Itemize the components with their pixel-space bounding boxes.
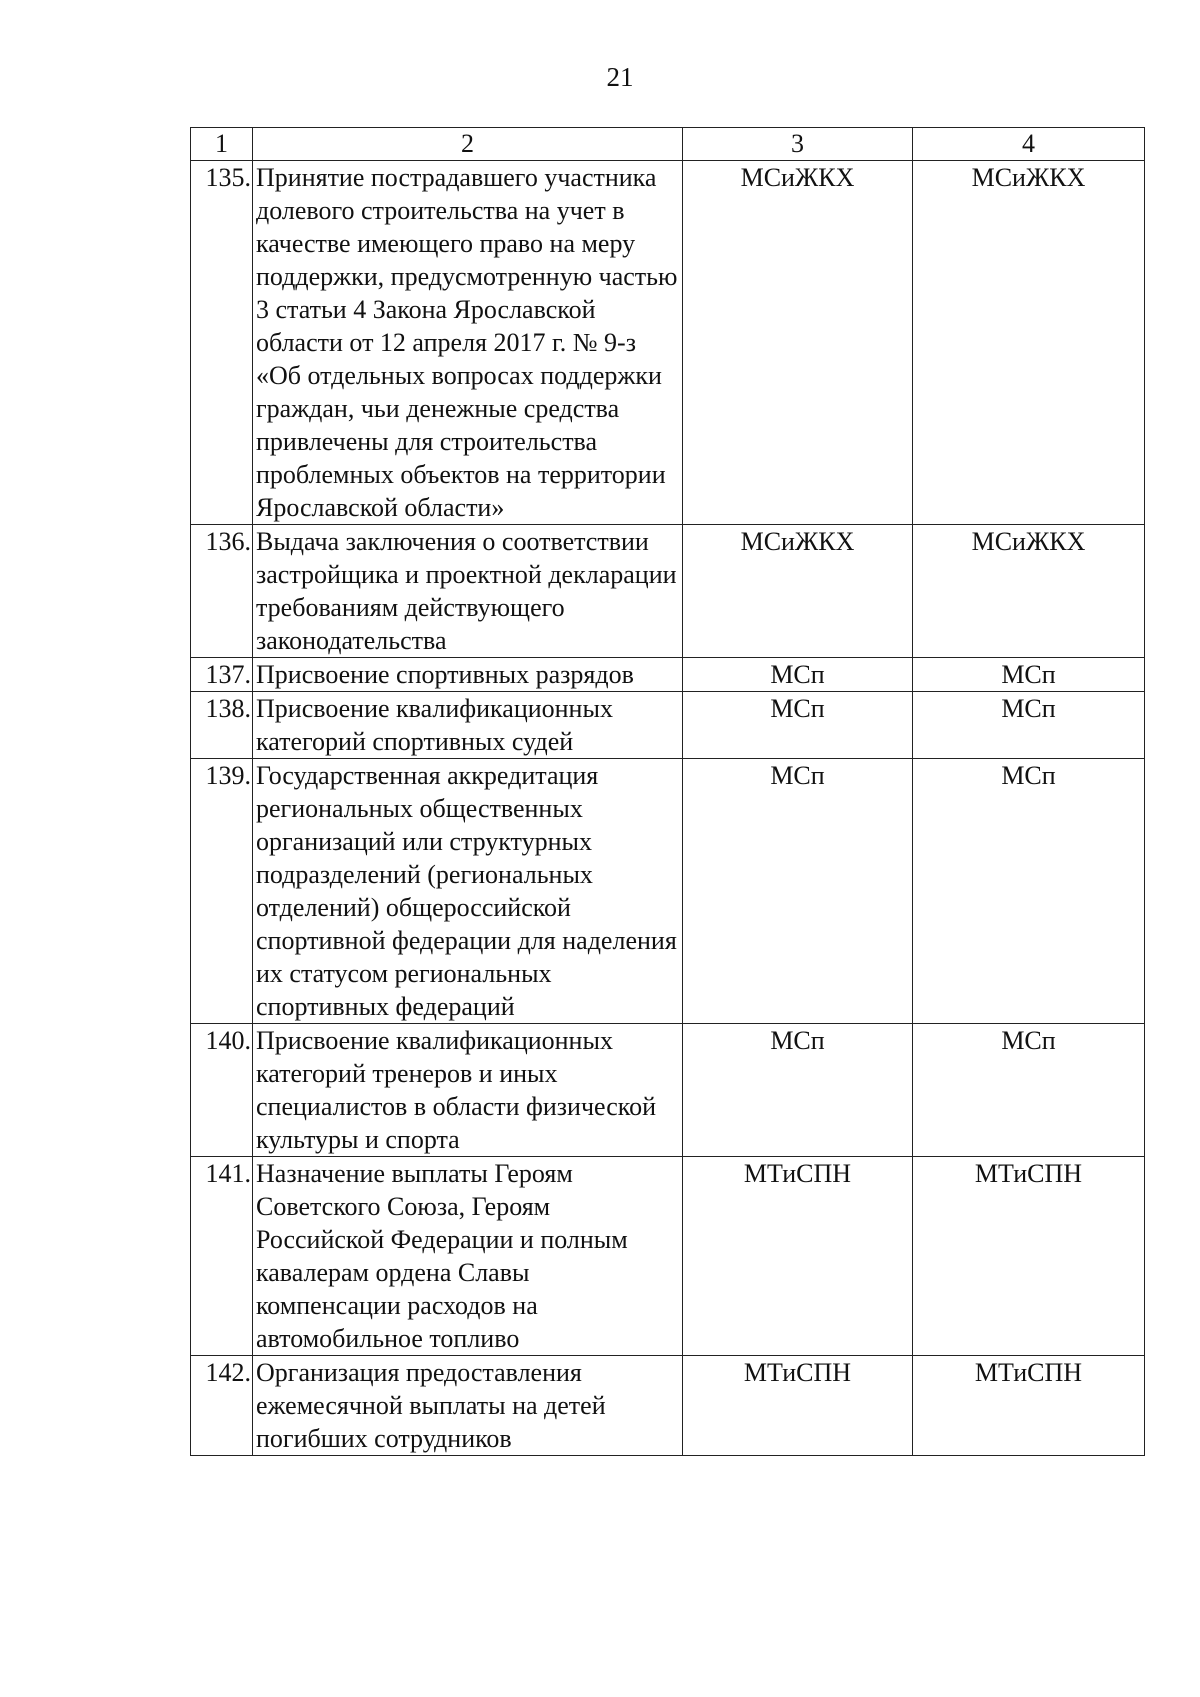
responsible-body-col4: МСп — [913, 759, 1145, 1024]
table-row — [191, 658, 1145, 692]
table-row — [191, 525, 1145, 658]
responsible-body-col3: МСиЖКХ — [683, 161, 913, 525]
service-name: Принятие пострадавшего участника долевого строительства на учет в качестве имеющего право на меру поддержки, предусмотренную частью 3 статьи 4 Закона Ярославской области от 12 апреля 2017 г. № 9-з «Об отдельных вопросах поддержки граждан, чьи денежные средства привлечены для строительства проблемных объектов на территории Ярославской области» — [253, 161, 683, 525]
service-name: Организация предоставления ежемесячной выплаты на детей погибших сотрудников — [253, 1356, 683, 1456]
column-header: 2 — [253, 128, 683, 161]
column-header: 1 — [191, 128, 253, 161]
service-name: Выдача заключения о соответствии застройщика и проектной декларации требованиям действующего законодательства — [253, 525, 683, 658]
responsible-body-col4: МСп — [913, 1024, 1145, 1157]
services-table — [190, 127, 1145, 1456]
responsible-body-col3: МСиЖКХ — [683, 525, 913, 658]
table-row — [191, 1024, 1145, 1157]
service-name: Присвоение спортивных разрядов — [253, 658, 683, 692]
responsible-body-col4: МСиЖКХ — [913, 525, 1145, 658]
table-row — [191, 759, 1145, 1024]
page-number: 21 — [606, 62, 634, 92]
responsible-body-col4: МСп — [913, 658, 1145, 692]
row-number: 135. — [191, 161, 253, 525]
responsible-body-col3: МТиСПН — [683, 1356, 913, 1456]
responsible-body-col3: МТиСПН — [683, 1157, 913, 1356]
table-row — [191, 161, 1145, 525]
service-name: Присвоение квалификационных категорий спортивных судей — [253, 692, 683, 759]
column-header: 4 — [913, 128, 1145, 161]
service-name: Присвоение квалификационных категорий тренеров и иных специалистов в области физической культуры и спорта — [253, 1024, 683, 1157]
service-name: Государственная аккредитация региональных общественных организаций или структурных подразделений (региональных отделений) общероссийской спортивной федерации для наделения их статусом региональных спортивных федераций — [253, 759, 683, 1024]
row-number: 138. — [191, 692, 253, 759]
table-row — [191, 1157, 1145, 1356]
responsible-body-col3: МСп — [683, 692, 913, 759]
table-row — [191, 1356, 1145, 1456]
row-number: 140. — [191, 1024, 253, 1157]
responsible-body-col4: МСп — [913, 692, 1145, 759]
column-header: 3 — [683, 128, 913, 161]
responsible-body-col4: МТиСПН — [913, 1356, 1145, 1456]
row-number: 141. — [191, 1157, 253, 1356]
responsible-body-col4: МСиЖКХ — [913, 161, 1145, 525]
row-number: 142. — [191, 1356, 253, 1456]
row-number: 137. — [191, 658, 253, 692]
table-row — [191, 692, 1145, 759]
row-number: 139. — [191, 759, 253, 1024]
row-number: 136. — [191, 525, 253, 658]
responsible-body-col3: МСп — [683, 1024, 913, 1157]
table-header-row — [191, 128, 1145, 161]
responsible-body-col3: МСп — [683, 658, 913, 692]
responsible-body-col4: МТиСПН — [913, 1157, 1145, 1356]
responsible-body-col3: МСп — [683, 759, 913, 1024]
service-name: Назначение выплаты Героям Советского Союза, Героям Российской Федерации и полным кавалерам ордена Славы компенсации расходов на автомобильное топливо — [253, 1157, 683, 1356]
